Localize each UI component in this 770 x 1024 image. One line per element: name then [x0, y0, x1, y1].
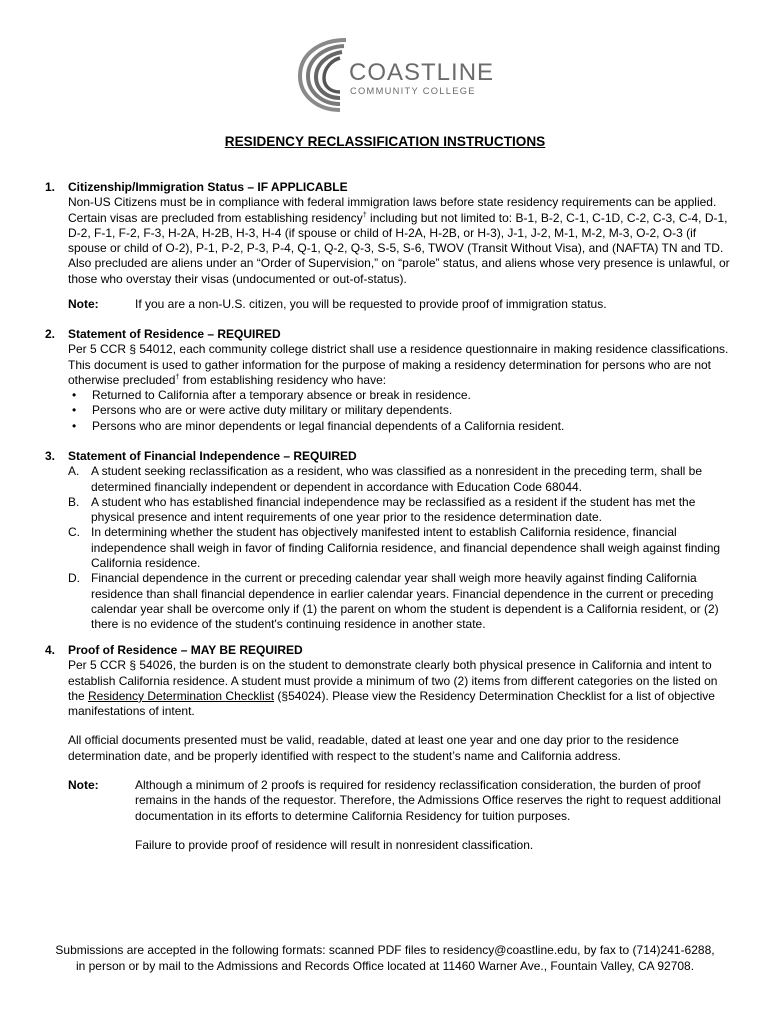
note-text: If you are a non-U.S. citizen, you will be requested to provide proof of immigration status.: [135, 297, 607, 312]
section-citizenship: [45, 180, 735, 312]
section-number: 2.: [45, 327, 56, 341]
checklist-link[interactable]: Residency Determination Checklist: [88, 688, 275, 703]
coastline-logo: [292, 34, 495, 114]
section-heading: Proof of Residence – MAY BE REQUIRED: [68, 643, 303, 657]
submission-footer: [0, 942, 770, 974]
coastline-swirl-icon: [292, 34, 352, 114]
section-heading: Citizenship/Immigration Status – IF APPLICABLE: [68, 180, 348, 194]
section-heading: Statement of Financial Independence – REQUIRED: [68, 449, 357, 463]
note-label: Note:: [68, 778, 99, 793]
logo-name: COASTLINE: [349, 59, 495, 86]
list-item: • Returned to California after a temporary absence or break in residence.: [68, 388, 735, 403]
section-number: 1.: [45, 180, 56, 194]
section-statement-of-residence: [45, 327, 735, 434]
section-paragraph: Per 5 CCR § 54012, each community college district shall use a residence questionnaire in making residence classifications. This document is used to gather information for the purpose of making a residency determination for persons who are not otherwise precluded† from establishing residency who have:: [68, 342, 729, 387]
list-item: A. A student seeking reclassification as a resident, who was classified as a nonresident in the preceding term, shall be determined financially independent or dependent in accordance with Education Code 68044.: [68, 464, 703, 494]
section-paragraph: All official documents presented must be valid, readable, dated at least one year and one day prior to the residence determination date, and be properly identified with respect to the student’s name and California address.: [68, 733, 679, 763]
section-paragraph: Non-US Citizens must be in compliance with federal immigration laws before state residency requirements can be applied. Certain visas are precluded from establishing residency† including but not limited to: B-1, B-2, C-1, C-1D, C-2, C-3, C-4, D-1, D-2, F-1, F-2, F-3, H-2A, H-2B, H-3, H-4 (if spouse or child of H-2A, H-2B, or H-3), J-1, J-2, M-1, M-2, M-3, O-2, O-3 (if spouse or child of O-2), P-1, P-2, P-3, P-4, Q-1, Q-2, Q-3, S-5, S-6, TWOV (Transit Without Visa), and (NAFTA) TN and TD. Also precluded are aliens under an “Order of Supervision,” on “parole” status, and aliens whose very presence is unlawful, or those who overstay their visas (undocumented or out-of-status).: [68, 195, 730, 286]
section-heading: Statement of Residence – REQUIRED: [68, 327, 281, 341]
section-proof-of-residence: [45, 643, 735, 853]
section-number: 4.: [45, 643, 56, 657]
list-item: D. Financial dependence in the current or preceding calendar year shall weigh more heavily against finding California residence than shall financial dependence in earlier calendar years. Financial dependence in the current or preceding calendar year shall be overcome only if (1) the parent on whom the student is dependent is a California resident, or (2) there is no evidence of the student's continuing residence in another state.: [68, 571, 719, 632]
list-item: B. A student who has established financial independence may be reclassified as a resident if the student has met the physical presence and intent requirements of one year prior to the residence determination date.: [68, 494, 696, 525]
footer-line: Submissions are accepted in the following formats: scanned PDF files to residency@coastline.edu, by fax to (714)241-6288,: [55, 943, 715, 957]
footer-line: in person or by mail to the Admissions and Records Office located at 11460 Warner Ave., Fountain Valley, CA 92708.: [75, 959, 695, 973]
list-item: • Persons who are minor dependents or legal financial dependents of a California resident.: [68, 419, 735, 434]
bullet-list: [68, 388, 735, 434]
note-text: Although a minimum of 2 proofs is required for residency reclassification consideration, the burden of proof remains in the hands of the requestor. Therefore, the Admissions Office reserves the right to request additional documentation in its efforts to determine California Residency for tuition purposes.: [135, 778, 721, 823]
note-text-failure: Failure to provide proof of residence will result in nonresident classification.: [135, 837, 534, 852]
note-label: Note:: [68, 297, 99, 312]
page-title: RESIDENCY RECLASSIFICATION INSTRUCTIONS: [224, 134, 546, 149]
section-paragraph: Per 5 CCR § 54026, the burden is on the student to demonstrate clearly both physical presence in California and intent to establish California residence. A student must provide a minimum of two (2) items from different categories on the listed on the Residency Determination Checklist (§54024). Please view the Residency Determination Checklist for a list of objective manifestations of intent.: [68, 658, 718, 719]
section-number: 3.: [45, 449, 56, 463]
list-item: C. In determining whether the student has objectively manifested intent to establish California residence, financial independence shall weigh in favor of finding California residence, and financial dependence shall weigh against finding California residence.: [68, 525, 721, 571]
section-financial-independence: [45, 449, 735, 633]
list-item: • Persons who are or were active duty military or military dependents.: [68, 403, 735, 418]
note: [68, 297, 735, 312]
note: [68, 778, 735, 853]
logo-subname: COMMUNITY COLLEGE: [350, 86, 476, 96]
